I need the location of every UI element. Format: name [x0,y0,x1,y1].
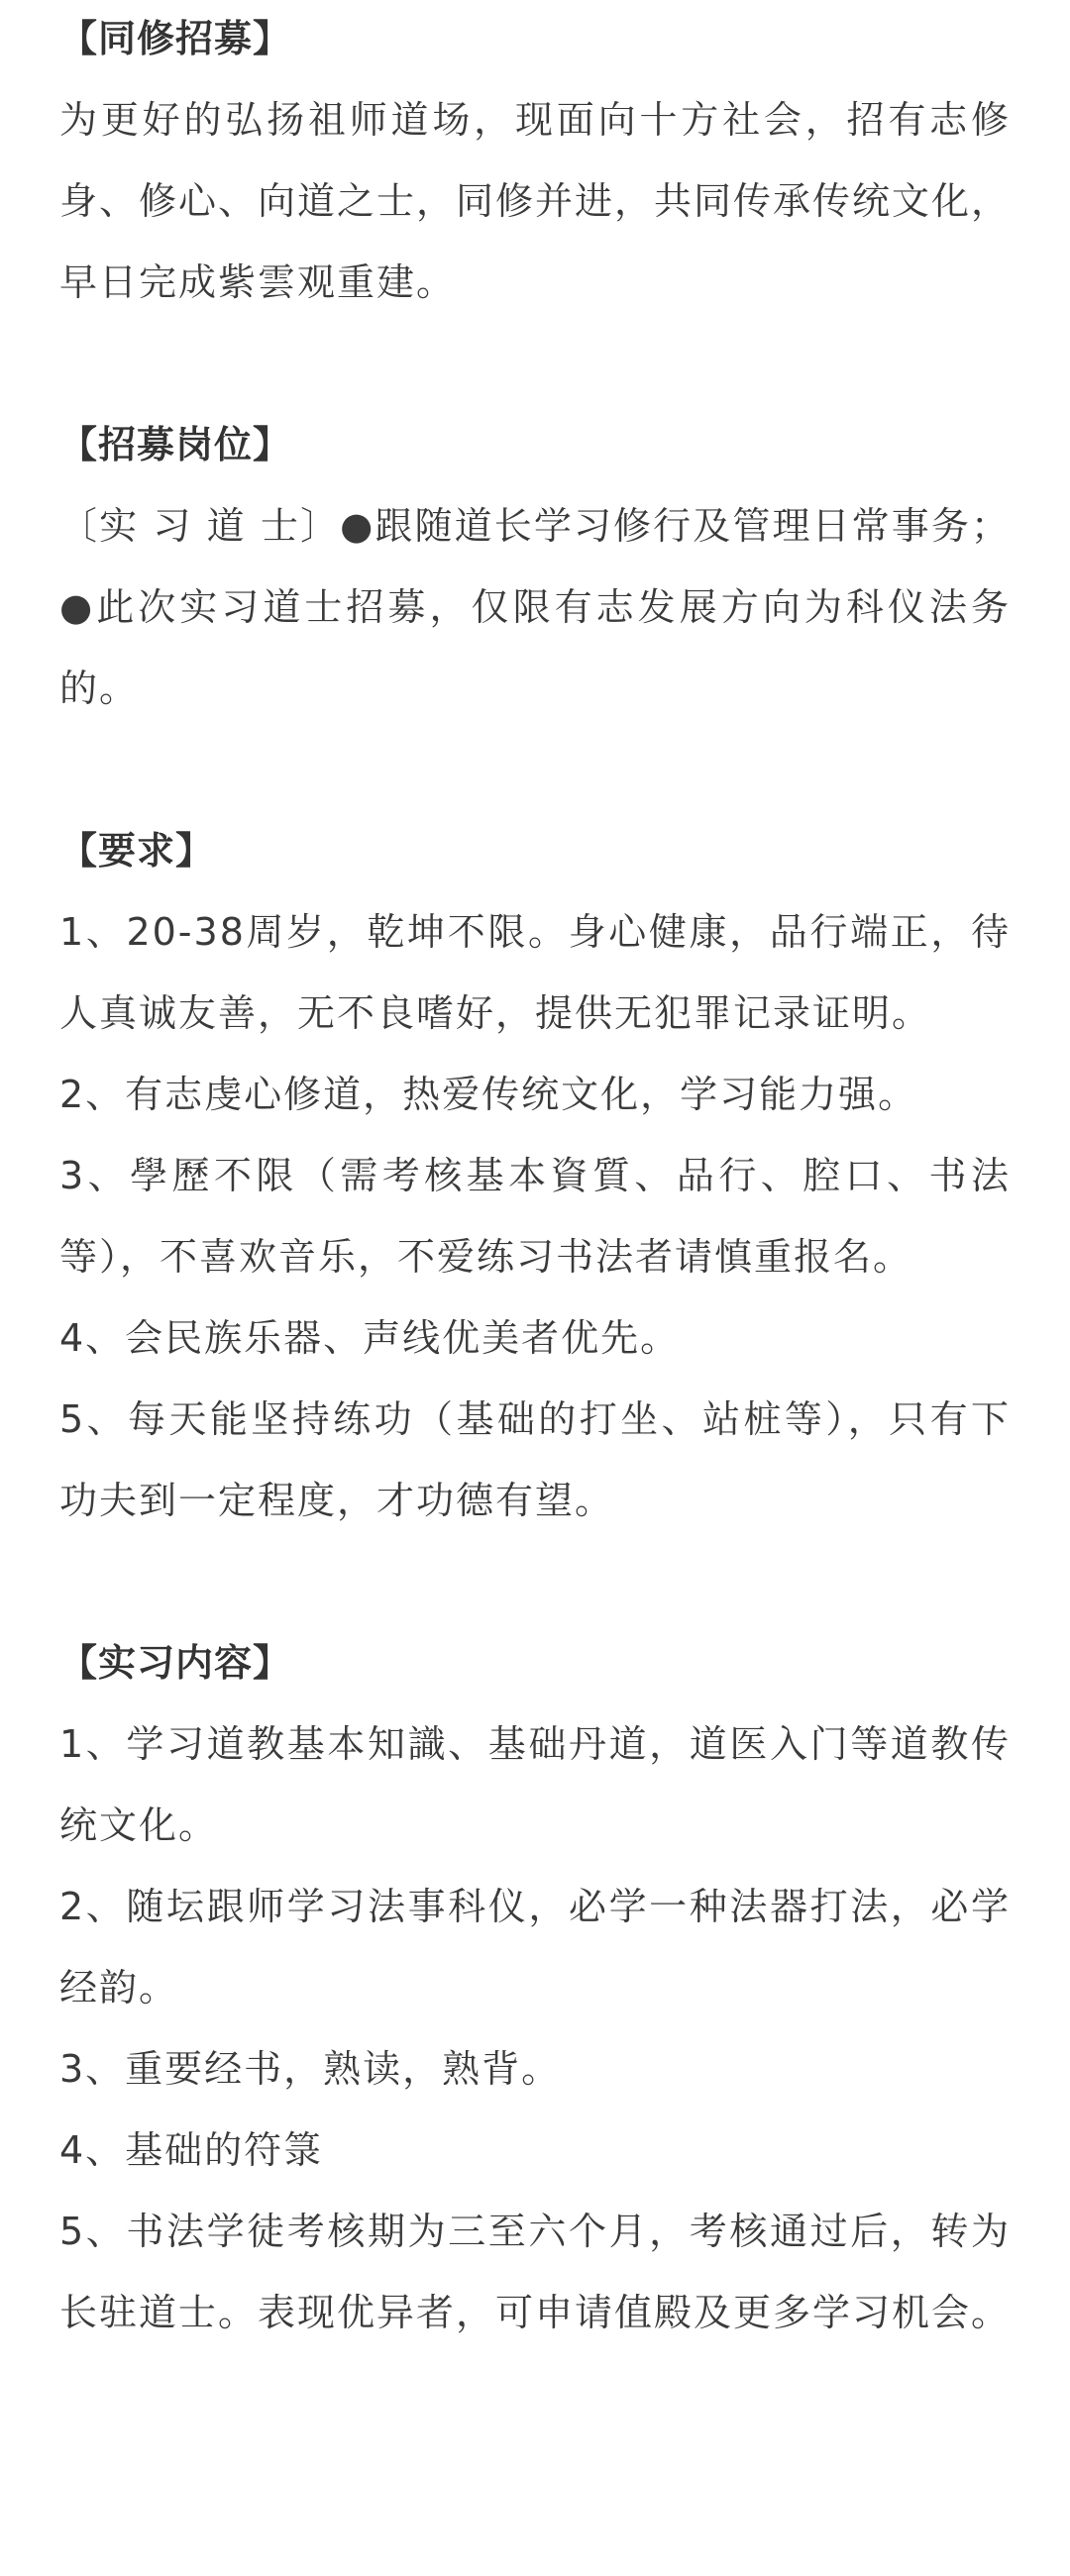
section-heading: 【同修招募】 [59,17,292,60]
section-recruitment [59,0,1011,323]
section-gap [59,729,1011,810]
requirement-item: 4、会民族乐器、声线优美者优先。 [59,1316,681,1360]
content-item: 2、随坛跟师学习法事科仪，必学一种法器打法，必学经韵。 [59,1885,1011,2009]
requirement-item: 5、每天能坚持练功（基础的打坐、站桩等），只有下功夫到一定程度，才功德有望。 [59,1397,1011,1522]
section-internship-content [59,1622,1011,2353]
section-requirements [59,810,1011,1541]
content-item: 3、重要经书，熟读，熟背。 [59,2047,562,2091]
requirement-item: 2、有志虔心修道，热爱传统文化，学习能力强。 [59,1073,918,1116]
section-positions [59,404,1011,729]
section-gap [59,1541,1011,1622]
section-paragraph: 〔实 习 道 士〕●跟随道长学习修行及管理日常事务；●此次实习道士招募，仅限有志发展方向为科仪法务的。 [59,504,1011,710]
section-heading: 【要求】 [59,829,215,873]
content-item: 5、书法学徒考核期为三至六个月，考核通过后，转为长驻道士。表现优异者，可申请值殿及更多学习机会。 [59,2210,1012,2334]
requirement-item: 3、學歷不限（需考核基本資質、品行、腔口、书法等），不喜欢音乐，不爱练习书法者请慎重报名。 [59,1154,1011,1279]
section-gap [59,323,1011,404]
section-heading: 【实习内容】 [59,1641,292,1685]
section-heading: 【招募岗位】 [59,423,292,466]
content-item: 4、基础的符箓 [59,2128,324,2172]
content-item: 1、学习道教基本知識、基础丹道，道医入门等道教传统文化。 [59,1722,1011,1847]
section-paragraph: 为更好的弘扬祖师道场，现面向十方社会，招有志修身、修心、向道之士，同修并进，共同传承传统文化，早日完成紫雲观重建。 [59,98,1012,304]
requirement-item: 1、20-38周岁，乾坤不限。身心健康，品行端正，待人真诚友善，无不良嗜好，提供无犯罪记录证明。 [59,910,1011,1035]
